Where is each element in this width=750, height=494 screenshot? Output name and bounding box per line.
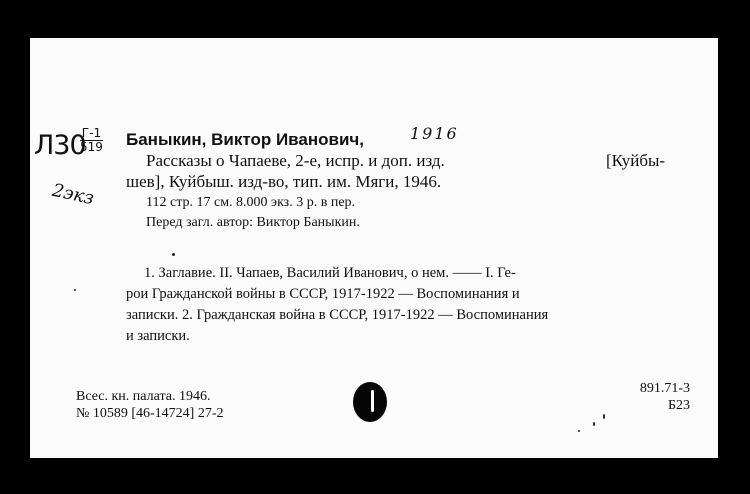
handwritten-copies-note: 2экз xyxy=(50,179,96,210)
shelf-mark-top: Г-1 xyxy=(81,126,102,140)
scan-speck xyxy=(172,253,175,256)
chamber-line: Всес. кн. палата. 1946. xyxy=(76,389,211,404)
scan-speck xyxy=(593,422,595,426)
author-mark: Б23 xyxy=(667,398,690,413)
scan-speck xyxy=(603,414,605,419)
classification-number: 891.71-3 xyxy=(639,381,690,396)
title-line-1: Рассказы о Чапаеве, 2-е, испр. и доп. изд. xyxy=(146,151,445,170)
subject-tracings xyxy=(126,263,704,347)
scan-speck xyxy=(74,289,76,291)
author-heading: Баныкин, Виктор Иванович, xyxy=(126,130,365,149)
handwritten-birth-year: 1916 xyxy=(410,124,459,143)
tracing-line: и записки. xyxy=(126,328,190,344)
shelf-mark-bottom: 519 xyxy=(80,140,103,154)
footer-left xyxy=(76,388,224,422)
footer-right xyxy=(620,380,690,414)
physical-description: 112 стр. 17 см. 8.000 экз. 3 р. в пер. xyxy=(146,195,356,210)
imprint-line: шев], Куйбыш. изд-во, тип. им. Мяги, 1946. xyxy=(126,172,442,191)
tracing-line: 1. Заглавие. II. Чапаев, Василий Иванович, о нем. —— I. Ге- xyxy=(144,265,516,281)
catalog-card xyxy=(30,38,718,458)
title-line-1-continuation: [Куйбы- xyxy=(606,151,666,170)
tracing-line: рои Гражданской войны в СССР, 1917-1922 — Воспоминания и xyxy=(126,286,520,302)
library-stamp-mark xyxy=(353,382,387,422)
registration-number: № 10589 [46-14724] 27-2 xyxy=(76,406,224,421)
shelf-mark-fraction xyxy=(80,127,103,154)
shelf-mark: Л30 xyxy=(34,130,86,161)
scan-speck xyxy=(578,430,580,432)
tracing-line: записки. 2. Гражданская война в СССР, 1917-1922 — Воспоминания xyxy=(126,307,549,323)
title-note: Перед загл. автор: Виктор Баныкин. xyxy=(146,215,360,230)
